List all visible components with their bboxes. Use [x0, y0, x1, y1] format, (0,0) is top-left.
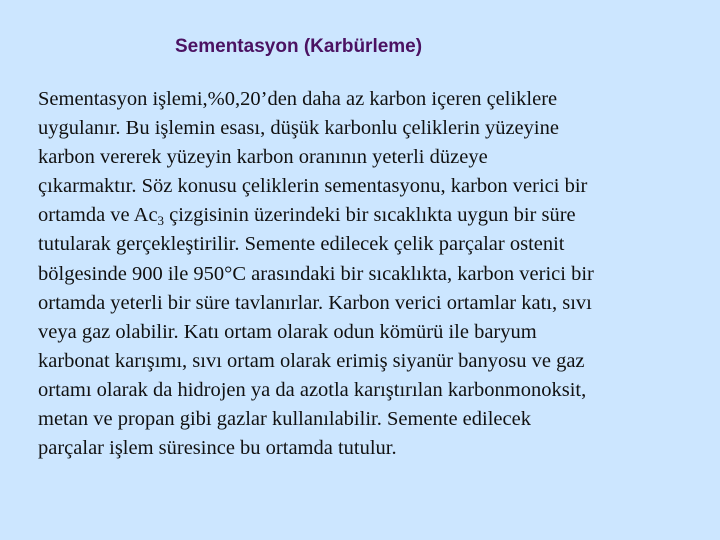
slide-title: Sementasyon (Karbürleme): [175, 36, 423, 57]
text-line: ortamda yeterli bir süre tavlanırlar. Karbon verici ortamlar katı, sıvı: [38, 291, 592, 314]
text-line: uygulanır. Bu işlemin esası, düşük karbonlu çeliklerin yüzeyine: [38, 117, 559, 140]
text-line: bölgesinde 900 ile 950°C arasındaki bir sıcaklıkta, karbon verici bir: [38, 262, 594, 285]
text-line: karbon vererek yüzeyin karbon oranının yeterli düzeye: [38, 146, 488, 169]
text-segment: çizgisinin üzerindeki bir sıcaklıkta uygun bir süre: [164, 204, 576, 227]
text-line: parçalar işlem süresince bu ortamda tutulur.: [38, 437, 397, 460]
text-line: çıkarmaktır. Söz konusu çeliklerin sementasyonu, karbon verici bir: [38, 175, 588, 198]
text-line: tutularak gerçekleştirilir. Semente edilecek çelik parçalar ostenit: [38, 233, 565, 256]
text-line: Sementasyon işlemi,%0,20’den daha az karbon içeren çeliklere: [38, 88, 558, 110]
text-line: veya gaz olabilir. Katı ortam olarak odun kömürü ile baryum: [38, 320, 537, 343]
text-segment: ortamda ve Ac: [38, 204, 158, 227]
body-paragraph: [38, 85, 718, 463]
subscript-3: 3: [157, 213, 165, 229]
text-line: ortamı olarak da hidrojen ya da azotla karıştırılan karbonmonoksit,: [38, 378, 587, 401]
text-line-with-subscript: [38, 201, 718, 230]
text-line: metan ve propan gibi gazlar kullanılabilir. Semente edilecek: [38, 408, 531, 431]
text-line: karbonat karışımı, sıvı ortam olarak erimiş siyanür banyosu ve gaz: [38, 349, 585, 372]
